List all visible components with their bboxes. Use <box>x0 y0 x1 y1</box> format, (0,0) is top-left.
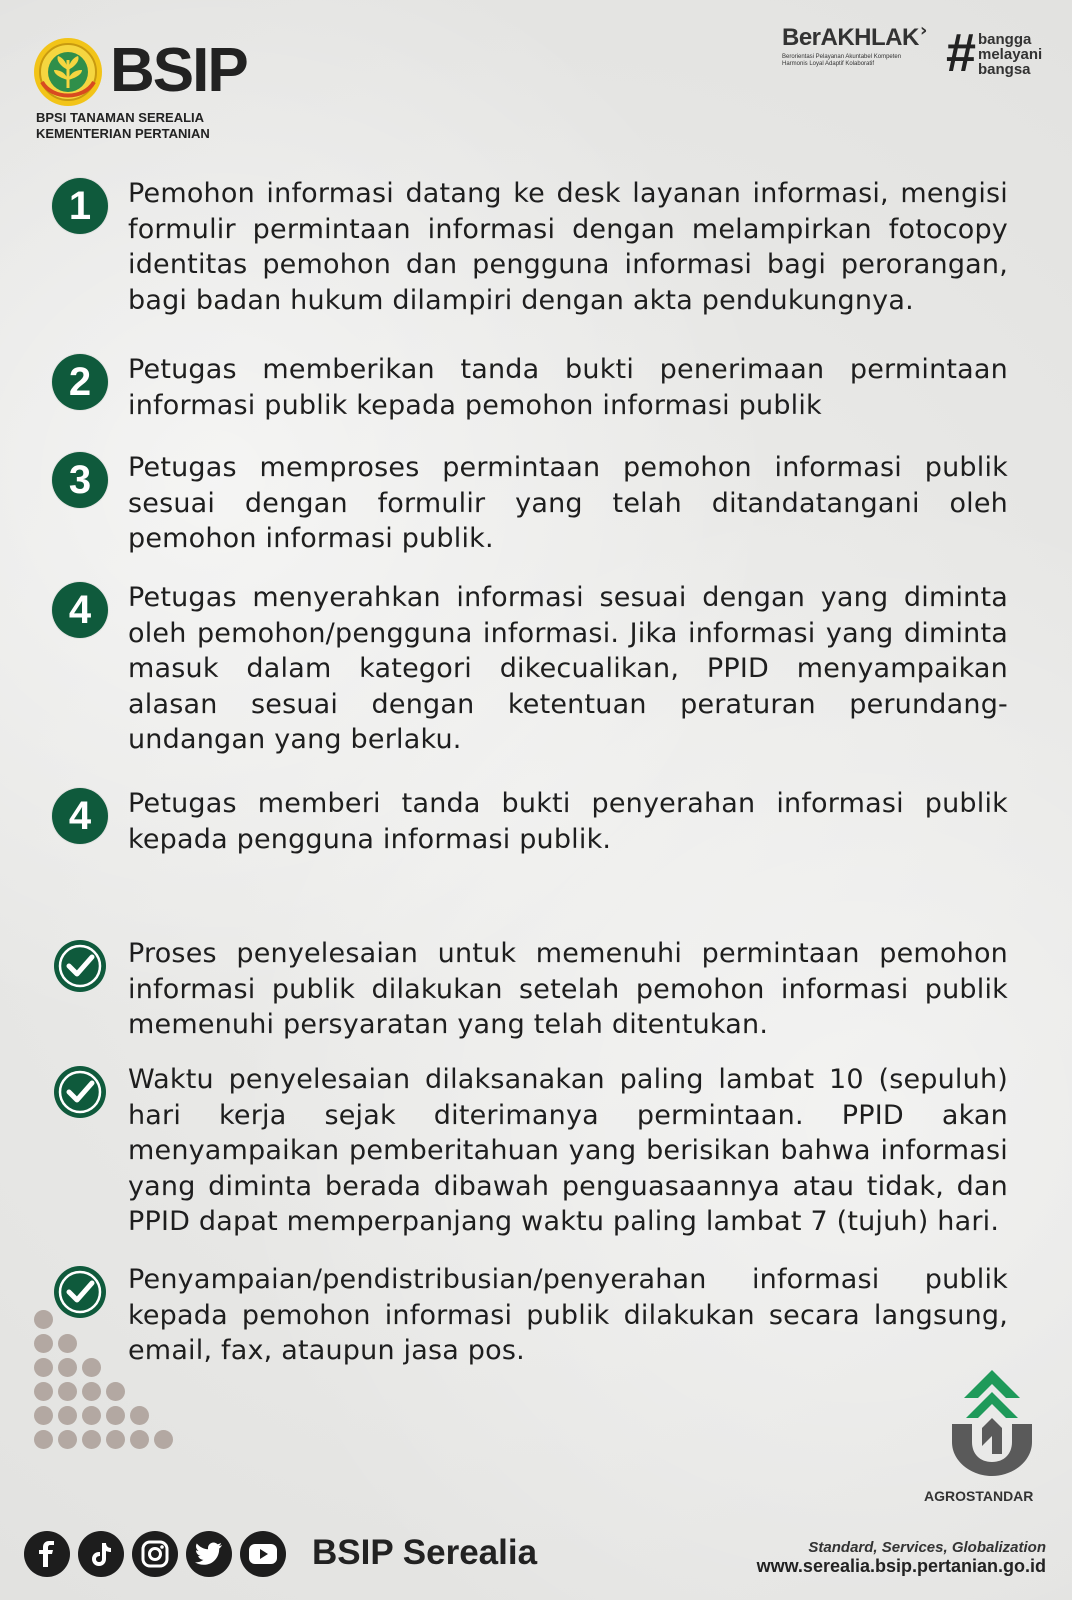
logo-subtitle <box>36 110 210 142</box>
hashtag-icon: # <box>946 23 977 83</box>
bangga-line-1: bangga <box>978 31 1032 48</box>
facebook-icon[interactable] <box>24 1531 70 1577</box>
bangga-line-2: melayani <box>978 46 1043 63</box>
decorative-dot <box>58 1430 77 1449</box>
decorative-dot <box>58 1358 77 1377</box>
decorative-dot <box>34 1406 53 1425</box>
chevron-right-icon: › <box>920 20 928 41</box>
step-number-badge: 4 <box>52 788 108 844</box>
step-text: Petugas memberikan tanda bukti penerimaan permintaan informasi publik kepada pemohon informasi publik <box>128 354 1008 421</box>
decorative-dot <box>154 1430 173 1449</box>
check-circle-icon <box>52 1064 108 1120</box>
decorative-dot <box>82 1430 101 1449</box>
step-number-badge: 4 <box>52 582 108 638</box>
decorative-dot-pattern <box>34 1310 184 1490</box>
decorative-dot <box>106 1430 125 1449</box>
step-text: Petugas memberi tanda bukti penyerahan informasi publik kepada pengguna informasi publik. <box>128 788 1008 855</box>
note-text: Penyampaian/pendistribusian/penyerahan informasi publik kepada pemohon informasi publik dilakukan secara langsung, email, fax, ataupun jasa pos. <box>128 1264 1008 1366</box>
decorative-dot <box>58 1406 77 1425</box>
twitter-icon[interactable] <box>186 1531 232 1577</box>
decorative-dot <box>34 1382 53 1401</box>
note-text: Proses penyelesaian untuk memenuhi permintaan pemohon informasi publik dilakukan setelah pemohon informasi publik memenuhi persyaratan yang telah ditentukan. <box>128 938 1008 1040</box>
step-text: Petugas memproses permintaan pemohon informasi publik sesuai dengan formulir yang telah ditandatangani oleh pemohon informasi publik. <box>128 452 1008 554</box>
decorative-dot <box>34 1310 53 1329</box>
decorative-dot <box>34 1430 53 1449</box>
decorative-dot <box>82 1406 101 1425</box>
berakhlak-tagline <box>782 54 932 68</box>
berakhlak-tagline-line-1: Berorientasi Pelayanan Akuntabel Kompeten <box>782 54 902 60</box>
tiktok-icon[interactable] <box>78 1531 124 1577</box>
check-circle-icon <box>52 938 108 994</box>
berakhlak-title: BerAKHLAK <box>782 24 919 51</box>
agrostandar-label: AGROSTANDAR <box>924 1488 1034 1504</box>
bangga-text <box>978 32 1042 77</box>
step-text: Petugas menyerahkan informasi sesuai dengan yang diminta oleh pemohon/pengguna informasi. Jika informasi yang diminta masuk dalam kategori dikecualikan, PPID menyampaikan alasan sesuai dengan ketentuan peraturan perundang-undangan yang berlaku. <box>128 582 1008 755</box>
bangga-melayani-bangsa-logo <box>946 23 1056 83</box>
bangga-line-3: bangsa <box>978 61 1031 78</box>
berakhlak-logo <box>782 20 932 84</box>
agrostandar-emblem-icon <box>934 1358 1044 1486</box>
decorative-dot <box>58 1334 77 1353</box>
decorative-dot <box>130 1430 149 1449</box>
step-number-badge: 2 <box>52 354 108 410</box>
brand-name: BSIP Serealia <box>312 1533 538 1572</box>
youtube-icon[interactable] <box>240 1531 286 1577</box>
decorative-dot <box>34 1334 53 1353</box>
decorative-dot <box>106 1382 125 1401</box>
website-url[interactable]: www.serealia.bsip.pertanian.go.id <box>756 1556 1046 1576</box>
decorative-dot <box>58 1382 77 1401</box>
social-icons <box>24 1531 286 1581</box>
decorative-dot <box>34 1358 53 1377</box>
agrostandar-logo <box>920 1358 1060 1508</box>
instagram-icon[interactable] <box>132 1531 178 1577</box>
step-number-badge: 1 <box>52 178 108 234</box>
logo-subtitle-line-1: BPSI TANAMAN SEREALIA <box>36 110 205 125</box>
tagline: Standard, Services, Globalization <box>808 1539 1046 1556</box>
bsip-emblem-icon <box>32 36 104 108</box>
note-text: Waktu penyelesaian dilaksanakan paling lambat 10 (sepuluh) hari kerja sejak diterimanya permintaan. PPID akan menyampaikan pemberitahuan yang berisikan bahwa informasi yang diminta berada dibawah penguasaannya atau tidak, dan PPID dapat memperpanjang waktu paling lambat 7 (tujuh) hari. <box>128 1064 1008 1237</box>
bsip-logo <box>32 36 272 146</box>
decorative-dot <box>82 1382 101 1401</box>
logo-subtitle-line-2: KEMENTERIAN PERTANIAN <box>36 126 210 141</box>
decorative-dot <box>130 1406 149 1425</box>
decorative-dot <box>106 1406 125 1425</box>
decorative-dot <box>82 1358 101 1377</box>
logo-wordmark: BSIP <box>110 36 247 105</box>
step-text: Pemohon informasi datang ke desk layanan informasi, mengisi formulir permintaan informasi dengan melampirkan fotocopy identitas pemohon dan pengguna informasi bagi perorangan, bagi badan hukum dilampiri dengan akta pendukungnya. <box>128 178 1008 316</box>
step-number-badge: 3 <box>52 452 108 508</box>
berakhlak-tagline-line-2: Harmonis Loyal Adaptif Kolaboratif <box>782 61 875 67</box>
